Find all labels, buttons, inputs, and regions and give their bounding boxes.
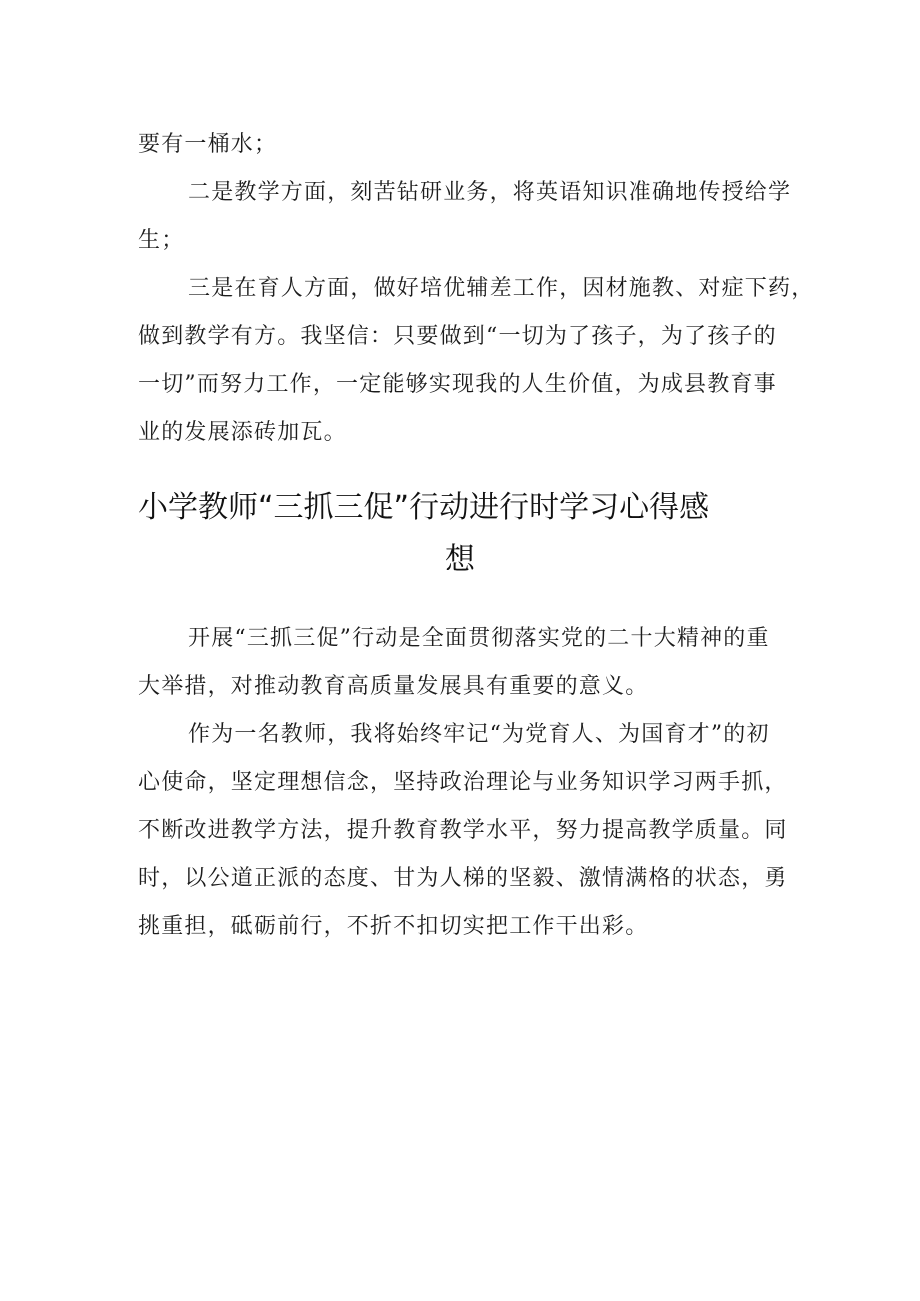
article-title-line-1: 小学教师“三抓三促”行动进行时学习心得感 xyxy=(138,490,710,525)
paragraph-line: 作为一名教师，我将始终牢记“为党育人、为国育才”的初 xyxy=(188,722,770,747)
paragraph-line: 要有一桶水； xyxy=(138,132,278,157)
paragraph-line: 生； xyxy=(138,228,185,253)
paragraph-line: 二是教学方面，刻苦钻研业务，将英语知识准确地传授给学 xyxy=(188,180,792,205)
paragraph-line: 时，以公道正派的态度、甘为人梯的坚毅、激情满格的状态，勇 xyxy=(138,866,788,891)
paragraph-line: 大举措，对推动教育高质量发展具有重要的意义。 xyxy=(138,674,649,699)
paragraph-line: 一切”而努力工作，一定能够实现我的人生价值，为成县教育事 xyxy=(138,372,777,397)
paragraph-line: 不断改进教学方法，提升教育教学水平，努力提高教学质量。同 xyxy=(138,818,788,843)
paragraph-line: 挑重担，砥砺前行，不折不扣切实把工作干出彩。 xyxy=(138,914,649,939)
paragraph-line: 三是在育人方面，做好培优辅差工作，因材施教、对症下药， xyxy=(188,276,815,301)
paragraph-line: 开展“三抓三促”行动是全面贯彻落实党的二十大精神的重 xyxy=(188,626,770,651)
paragraph-line: 业的发展添砖加瓦。 xyxy=(138,420,347,445)
paragraph-line: 心使命，坚定理想信念，坚持政治理论与业务知识学习两手抓， xyxy=(138,770,788,795)
paragraph-line: 做到教学有方。我坚信：只要做到“一切为了孩子，为了孩子的 xyxy=(138,324,777,349)
article-title-line-2: 想 xyxy=(445,542,475,577)
